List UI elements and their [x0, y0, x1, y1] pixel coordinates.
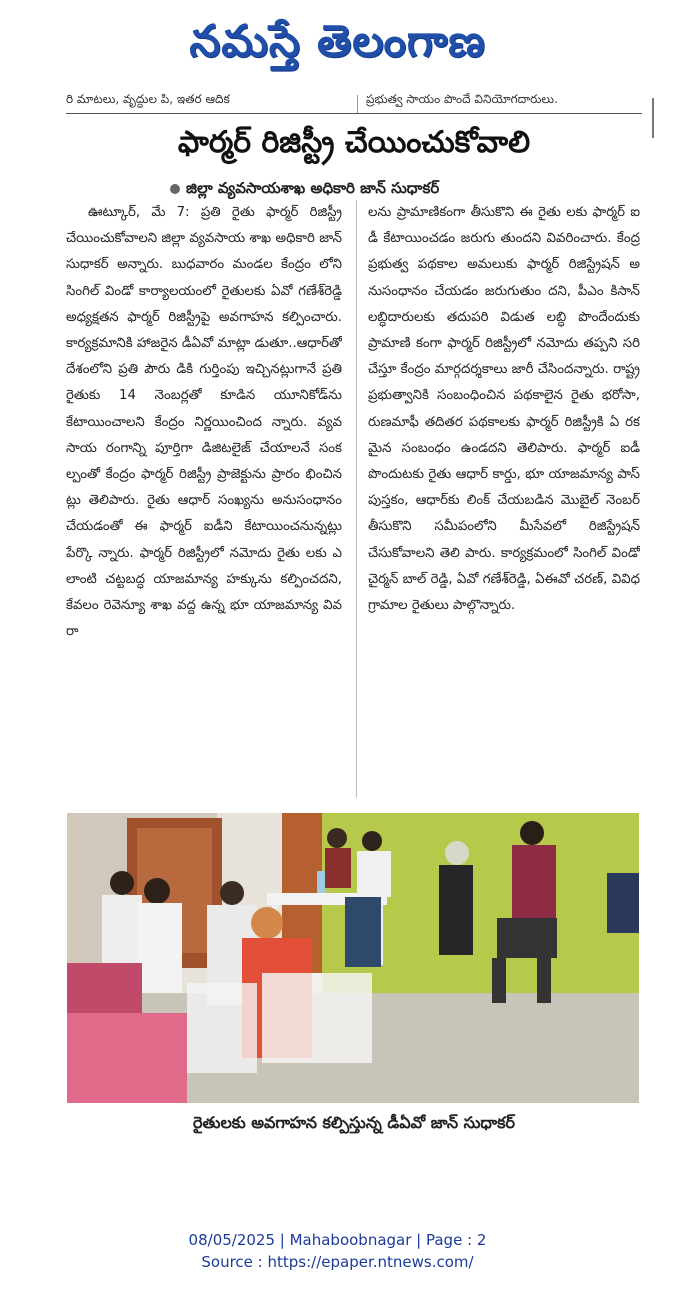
article-subhead [170, 176, 590, 200]
newspaper-masthead: నమస్తే తెలంగాణ [189, 16, 486, 67]
meeting-photo-illustration [67, 813, 639, 1103]
photo-caption: రైతులకు అవగాహన కల్పిస్తున్న డీఏవో జాన్ సుధాకర్ [192, 1113, 516, 1132]
bullet-icon [170, 184, 180, 194]
article-column-right: లను ప్రామాణికంగా తీసుకొని ఈ రైతు లకు ఫార్మర్ ఐడీ కేటాయించడం జరుగు తుందని వివరించారు. కేంద్ర ప్రభుత్వ పథకాల అమలుకు ఫార్మర్ రిజిస్ట్రేషన్ అనుసంధానం చేయడం జరుగుతుం దని, పీఎం కిసాన్ లబ్ధిదారులకు తదుపరి విడుత లబ్ధి పొందేందుకు ప్రామాణి కంగా ఫార్మర్ రిజిస్ట్రీలో నమోదు తప్పని సరి చేస్తూ కేంద్రం మార్గదర్శకాలు జారీ చేసిందన్నారు. రాష్ట్ర ప్రభుత్వానికి సంబంధించిన పథకాలైన రైతు భరోసా, రుణమాఫీ తదితర పథకాలకు ఫార్మర్ రిజిస్ట్రీకి ఏ రకమైన సంబంధం ఉండదని తెలిపారు. ఫార్మర్ ఐడీ పొందుటకు రైతు ఆధార్ కార్డు, భూ యాజమాన్య పాస్ పుస్తకం, ఆధార్‌కు లింక్ చేయబడిన మొబైల్ నెంబర్ తీసుకొని సమీపంలోని మీసేవలో రిజిస్ట్రేషన్ చేసుకోవాలని తెలి పారు. కార్యక్రమంలో సింగిల్ విండో చైర్మన్ బాల్ రెడ్డి, ఏవో గణేశ్‌రెడ్డి, ఏఈవో చరణ్, వివిధ గ్రామాల రైతులు పాల్గొన్నారు. [368, 205, 640, 614]
previous-article-cut-line-right: ప్రభుత్వ సాయం పొందే వినియోగదారులు. [366, 92, 558, 106]
column-divider-top [357, 95, 358, 113]
page-edge-rule [652, 98, 654, 138]
article-photo [67, 813, 639, 1103]
footer-date-edition-page: 08/05/2025 | Mahaboobnagar | Page : 2 [188, 1231, 487, 1249]
article-headline: ఫార్మర్ రిజిస్ట్రీ చేయించుకోవాలి [177, 125, 531, 160]
column-separator [356, 200, 357, 798]
article-column-left: ఊట్కూర్, మే 7: ప్రతి రైతు ఫార్మర్ రిజిస్ట్రీ చేయించుకోవాలని జిల్లా వ్యవసాయ శాఖ అధికారి జాన్ సుధాకర్ అన్నారు. బుధవారం మండల కేంద్రం లోని సింగిల్ విండో కార్యాలయంలో రైతులకు ఏవో గణేశ్‌రెడ్డి అధ్యక్షతన ఫార్మర్ రిజిస్ట్రీపై అవగాహన కల్పించారు. కార్యక్రమానికి హాజరైన డీఏవో మాట్లా డుతూ..ఆధార్‌తో దేశంలోని ప్రతి పౌరు డికి గుర్తింపు ఇచ్చినట్లుగానే ప్రతి రైతుకు 14 నెంబర్లతో కూడిన యూనికోడ్‌ను కేటాయించాలని కేంద్రం నిర్ణయించింద న్నారు. వ్యవసాయ రంగాన్ని పూర్తిగా డిజిటలైజ్ చేయాలనే సంకల్పంతో కేంద్రం ఫార్మర్ రిజిస్ట్రీ ప్రాజెక్టును ప్రారం భించినట్లు తెలిపారు. రైతు ఆధార్ సంఖ్యను అనుసంధానం చేయడంతో ఈ ఫార్మర్ ఐడీని కేటాయించనున్నట్లు పేర్కొ న్నారు. ఫార్మర్ రిజిస్ట్రీలో నమోదు రైతు లకు ఎలాంటి చట్టబద్ధ యాజమాన్య హక్కును కల్పించదని, కేవలం రెవెన్యూ శాఖ వద్ద ఉన్న భూ యాజమాన్య వివరా [66, 205, 342, 640]
subhead-text: జిల్లా వ్యవసాయశాఖ అధికారి జాన్ సుధాకర్ [186, 179, 440, 197]
headline-top-rule [66, 113, 642, 114]
footer-source-link[interactable]: Source : https://epaper.ntnews.com/ [201, 1253, 474, 1271]
previous-article-cut-line-left: రి మాటలు, వృద్ధుల పి, ఇతర ఆదిక [66, 92, 230, 106]
